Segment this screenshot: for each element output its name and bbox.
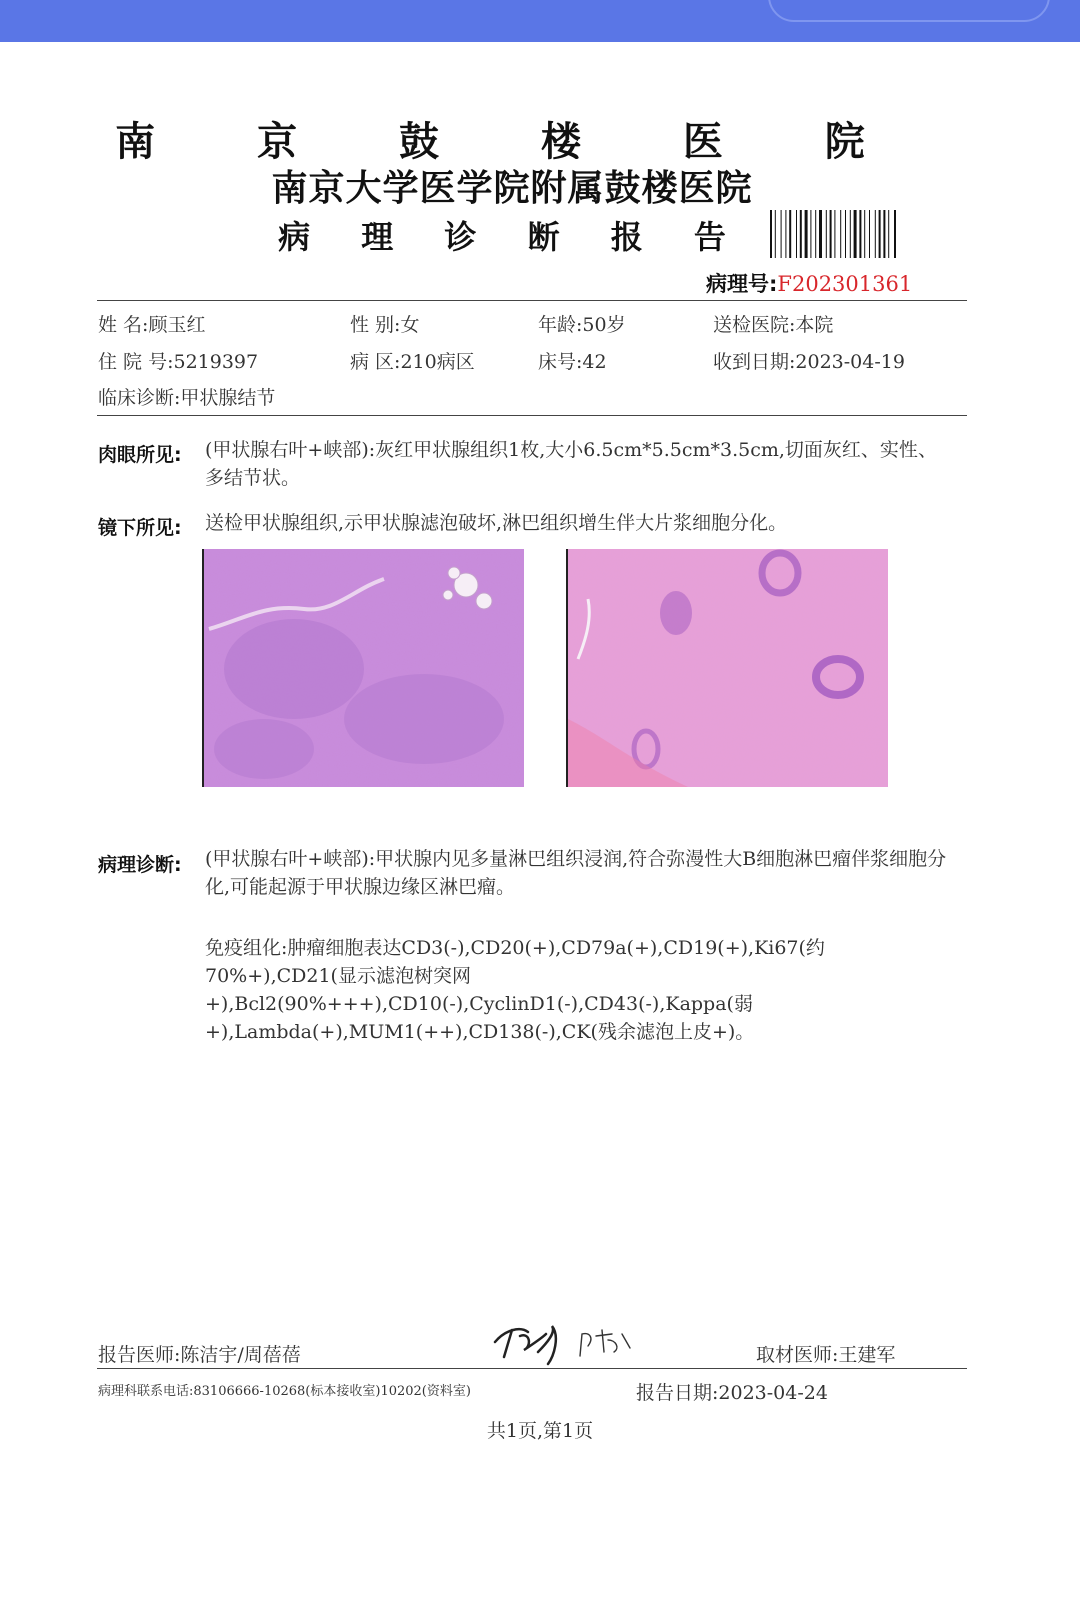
barcode-icon <box>770 210 912 262</box>
contact-phone: 病理科联系电话:83106666-10268(标本接收室)10202(资料室) <box>98 1384 471 1399</box>
microscopic-text: 送检甲状腺组织,示甲状腺滤泡破坏,淋巴组织增生伴大片浆细胞分化。 <box>205 512 788 534</box>
top-bar-pill-button[interactable] <box>768 0 1050 22</box>
hospital-name: 南 京 鼓 楼 医 院 <box>115 119 909 165</box>
gross-label: 肉眼所见: <box>98 444 182 466</box>
diagnosis-label: 病理诊断: <box>98 854 182 876</box>
header-divider <box>97 300 967 301</box>
sending-hospital: 送检医院:本院 <box>713 314 834 336</box>
gross-text: (甲状腺右叶+峡部):灰红甲状腺组织1枚,大小6.5cm*5.5cm*3.5cm,切面灰红、实性、多结节状。 <box>205 439 937 489</box>
clinical-diagnosis: 临床诊断:甲状腺结节 <box>98 387 276 409</box>
ihc-text: 免疫组化:肿瘤细胞表达CD3(-),CD20(+),CD79a(+),CD19(+),Ki67(约70%+),CD21(显示滤泡树突网+),Bcl2(90%+++),CD10(-),CyclinD1(-),CD43(-),Kappa(弱+),Lambda(+),MUM1(++),CD138(-),CK(残余滤泡上皮+)。 <box>205 937 825 1043</box>
patient-age: 年龄:50岁 <box>538 314 626 336</box>
received-date: 收到日期:2023-04-19 <box>713 351 905 373</box>
hospital-affiliation: 南京大学医学院附属鼓楼医院 <box>271 168 753 209</box>
footer-divider <box>97 1368 967 1369</box>
page-count: 共1页,第1页 <box>486 1420 594 1442</box>
sampling-doctor: 取材医师:王建军 <box>756 1344 896 1366</box>
report-date: 报告日期:2023-04-24 <box>636 1382 828 1404</box>
info-divider <box>97 415 967 416</box>
diagnosis-text: (甲状腺右叶+峡部):甲状腺内见多量淋巴组织浸润,符合弥漫性大B细胞淋巴瘤伴浆细胞分化,可能起源于甲状腺边缘区淋巴瘤。 <box>205 848 947 898</box>
report-title: 病 理 诊 断 报 告 <box>278 218 746 256</box>
pathology-number <box>706 268 912 298</box>
pathology-number-value: F202301361 <box>777 272 913 296</box>
inpatient-number: 住 院 号:5219397 <box>98 351 259 373</box>
reporting-doctor: 报告医师:陈洁宇/周蓓蓓 <box>98 1344 301 1366</box>
bed-number: 床号:42 <box>538 351 607 373</box>
patient-sex: 性 别:女 <box>350 314 420 336</box>
top-app-bar <box>0 0 1080 42</box>
microscopic-label: 镜下所见: <box>98 517 182 539</box>
ward: 病 区:210病区 <box>350 351 475 373</box>
patient-name: 姓 名:顾玉红 <box>98 314 206 336</box>
pathology-number-label: 病理号: <box>706 272 778 296</box>
signature-icon <box>490 1312 640 1376</box>
micrograph-image-2 <box>566 549 888 787</box>
micrograph-image-1 <box>202 549 524 787</box>
